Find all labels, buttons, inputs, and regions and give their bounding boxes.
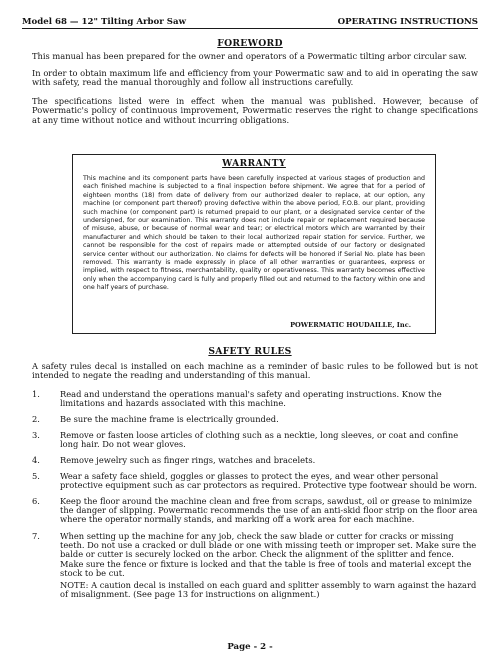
safety-rule-item: [32, 415, 478, 424]
rule-text: Remove or fasten loose articles of clothing such as a necktie, long sleeves, or coat and confine long hair. Do not wear gloves.: [60, 430, 459, 450]
rule-text: When setting up the machine for any job, check the saw blade or cutter for cracks or missing teeth. Do not use a cracked or dull blade or one with missing teeth or improper set. Make sure the balde or cutter is securely locked on the arbor. Check the alignment of the splitter and fence. Make sure the fence or fixture is locked and that the table is free of tools and material except the stock to be cut.: [60, 531, 477, 578]
warranty-signature: POWERMATIC HOUDAILLE, Inc.: [290, 321, 411, 329]
rule-text: Be sure the machine frame is electrically grounded.: [60, 414, 279, 424]
header-rule: [22, 28, 478, 29]
rule-number: 5.: [32, 471, 40, 481]
foreword-heading: FOREWORD: [217, 38, 283, 49]
foreword-paragraph-3: The specifications listed were in effect when the manual was published. However, because of Powermatic's policy of continuous improvement, Powermatic reserves the right to change specifications at any time without notice and without incurring obligations.: [32, 96, 478, 125]
rule-number: 7.: [32, 531, 40, 541]
safety-rule-item: [32, 497, 478, 525]
safety-rules-heading: SAFETY RULES: [208, 346, 292, 357]
safety-intro-paragraph: A safety rules decal is installed on each machine as a reminder of basic rules to be followed but is not intended to negate the reading and understanding of this manual.: [32, 361, 478, 381]
safety-rule-item: [32, 390, 478, 408]
foreword-paragraph-1: This manual has been prepared for the owner and operators of a Powermatic tilting arbor circular saw.: [32, 51, 467, 61]
warranty-box: [72, 154, 436, 334]
header-model-title: Model 68 — 12" Tilting Arbor Saw: [22, 17, 186, 27]
foreword-paragraph-2: In order to obtain maximum life and efficiency from your Powermatic saw and to aid in operating the saw with safety, read the manual thoroughly and follow all instructions carefully.: [32, 68, 478, 88]
rule-text: Read and understand the operations manual's safety and operating instructions. Know the limitations and hazards associated with this machine.: [60, 389, 442, 409]
rule-number: 1.: [32, 389, 40, 399]
page-number: Page - 2 -: [227, 642, 273, 652]
safety-rule-item: [32, 532, 478, 578]
rule-number: 6.: [32, 496, 40, 506]
safety-rule-item: [32, 472, 478, 490]
warranty-heading: WARRANTY: [222, 159, 286, 169]
rule-text: Remove jewelry such as finger rings, watches and bracelets.: [60, 455, 316, 465]
alignment-note: NOTE: A caution decal is installed on each guard and splitter assembly to warn against the hazard of misalignment. (See page 13 for instructions on alignment.): [60, 580, 477, 600]
rule-text: Wear a safety face shield, goggles or glasses to protect the eyes, and wear other personal protective equipment such as car protectors as required. Protective type footwear should be worn.: [60, 471, 478, 491]
rule-text: Keep the floor around the machine clean and free from scraps, sawdust, oil or grease to minimize the danger of slipping. Powermatic recommends the use of an anti-skid floor strip on the floor area where the operator normally stands, and marking off a work area for each machine.: [60, 496, 478, 525]
rule-number: 3.: [32, 430, 40, 440]
header-section-title: OPERATING INSTRUCTIONS: [337, 17, 478, 27]
safety-rule-item: [32, 456, 478, 465]
page-header: [22, 13, 478, 27]
warranty-text: This machine and its component parts have been carefully inspected at various stages of production and each finished machine is subjected to a final inspection before shipment. We agree that for a period of eighteen months (18) from date of delivery from our authorized dealer to replace, at our option, any machine (or component part thereof) proving defective within the above period, F.O.B. our plant, providing such machine (or component part) is returned prepaid to our plant, or a designated service center of the undersigned, for our examination. This warranty does not include repair or replacement required because of misuse, abuse, or because of normal wear and tear; or electrical motors which are warranted by their manufacturer and which should be taken to their local authorized repair station for service. Further, we cannot be responsible for the cost of repairs made or attempted outside of our factory or designated service center without our authorization. No claims for defects will be honored if Serial No. plate has been removed. This warranty is made expressly in place of all other warranties or guarantees, express or implied, with respect to fitness, merchantability, quality or operativeness. This warranty becomes effective only when the accompanying card is fully and properly filled out and returned to the factory within one and one half years of purchase.: [83, 175, 425, 292]
safety-rule-item: [32, 431, 478, 449]
rule-number: 2.: [32, 414, 40, 424]
rule-number: 4.: [32, 455, 40, 465]
